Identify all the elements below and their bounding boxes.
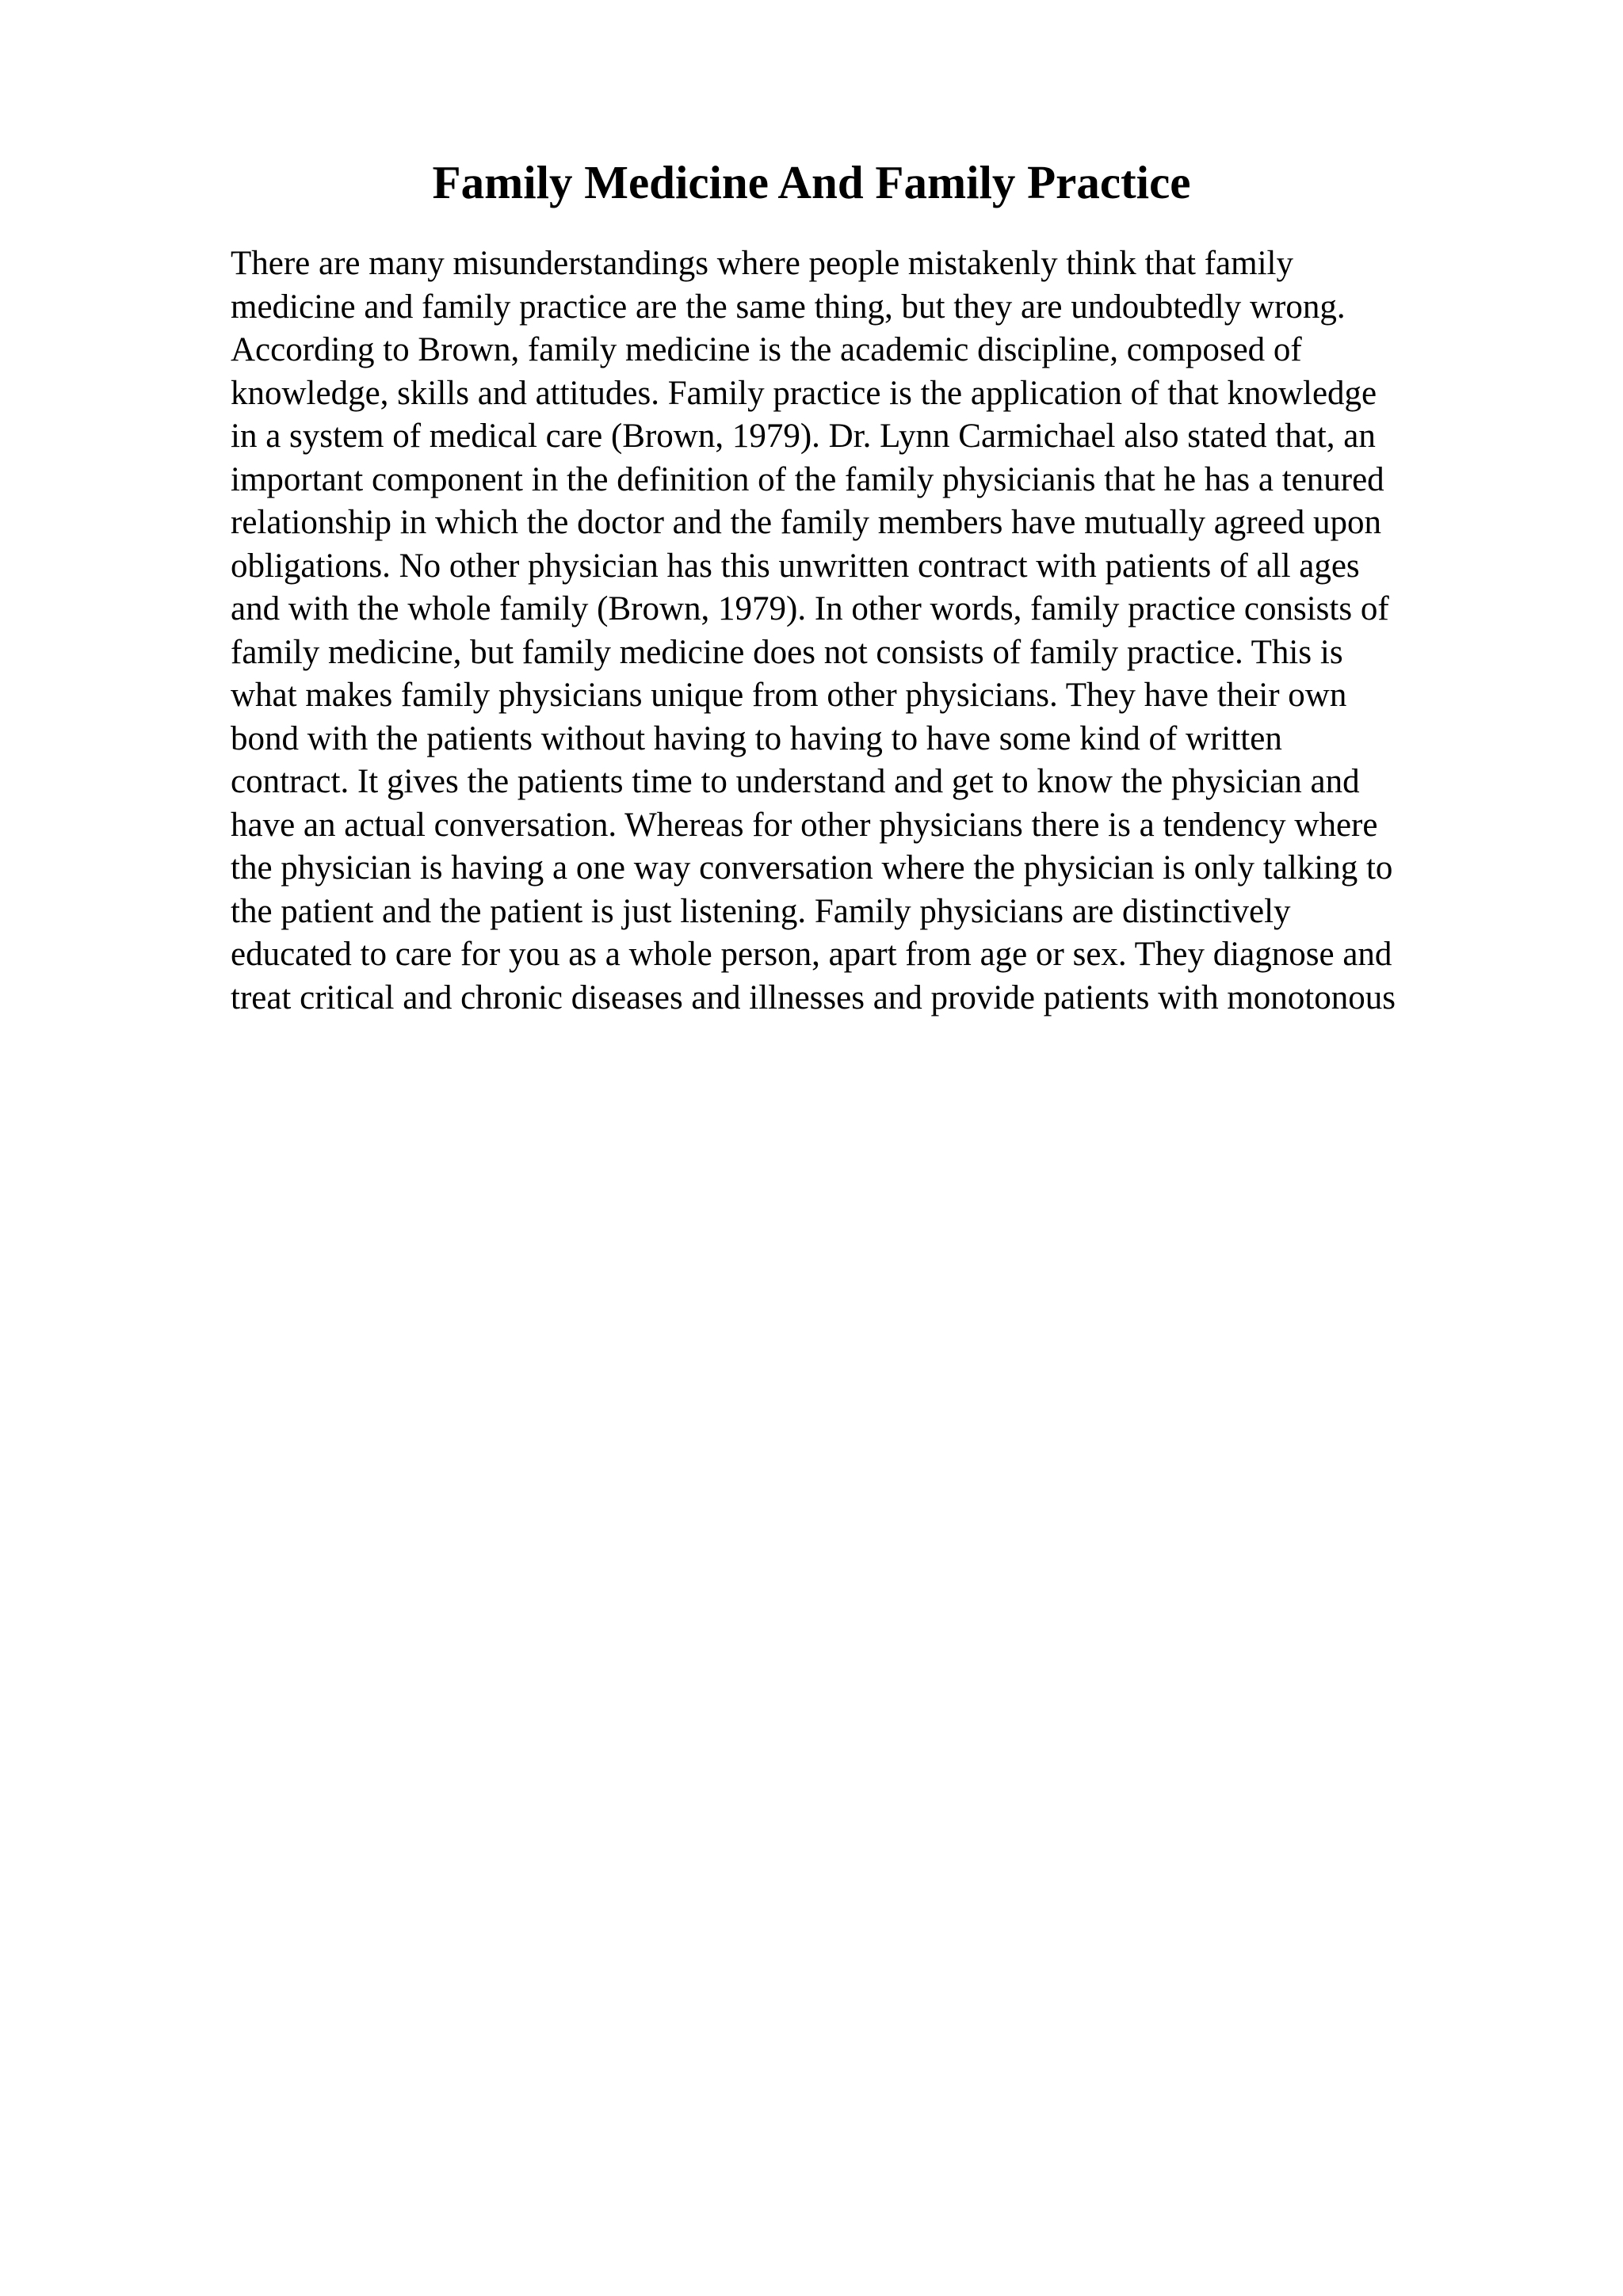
- text-line: the physician is having a one way conversation where the physician is only talking to: [231, 849, 1393, 887]
- text-line: treat critical and chronic diseases and illnesses and provide patients with monotonous: [231, 978, 1396, 1016]
- text-line: the patient and the patient is just listening. Family physicians are distinctively: [231, 892, 1291, 930]
- text-line: relationship in which the doctor and the family members have mutually agreed upon: [231, 504, 1382, 541]
- text-line: what makes family physicians unique from other physicians. They have their own: [231, 677, 1347, 714]
- text-line: educated to care for you as a whole person, apart from age or sex. They diagnose and: [231, 936, 1392, 973]
- text-line: knowledge, skills and attitudes. Family practice is the application of that knowledge: [231, 374, 1377, 412]
- text-line: important component in the definition of the family physicianis that he has a tenured: [231, 460, 1384, 498]
- text-line: family medicine, but family medicine does not consists of family practice. This is: [231, 633, 1343, 671]
- text-line: obligations. No other physician has this unwritten contract with patients of all ages: [231, 547, 1360, 585]
- document-title: Family Medicine And Family Practice: [432, 156, 1191, 208]
- text-line: have an actual conversation. Whereas for other physicians there is a tendency where: [231, 806, 1378, 844]
- text-line: in a system of medical care (Brown, 1979). Dr. Lynn Carmichael also stated that, an: [231, 418, 1376, 455]
- text-line: contract. It gives the patients time to understand and get to know the physician and: [231, 763, 1360, 800]
- text-line: According to Brown, family medicine is the academic discipline, composed of: [231, 331, 1302, 368]
- body-paragraph: [231, 242, 1499, 1020]
- text-line: There are many misunderstandings where people mistakenly think that family: [231, 245, 1293, 282]
- text-line: and with the whole family (Brown, 1979). In other words, family practice consists of: [231, 590, 1389, 627]
- text-line: medicine and family practice are the same thing, but they are undoubtedly wrong.: [231, 288, 1346, 326]
- text-line: bond with the patients without having to having to have some kind of written: [231, 719, 1282, 757]
